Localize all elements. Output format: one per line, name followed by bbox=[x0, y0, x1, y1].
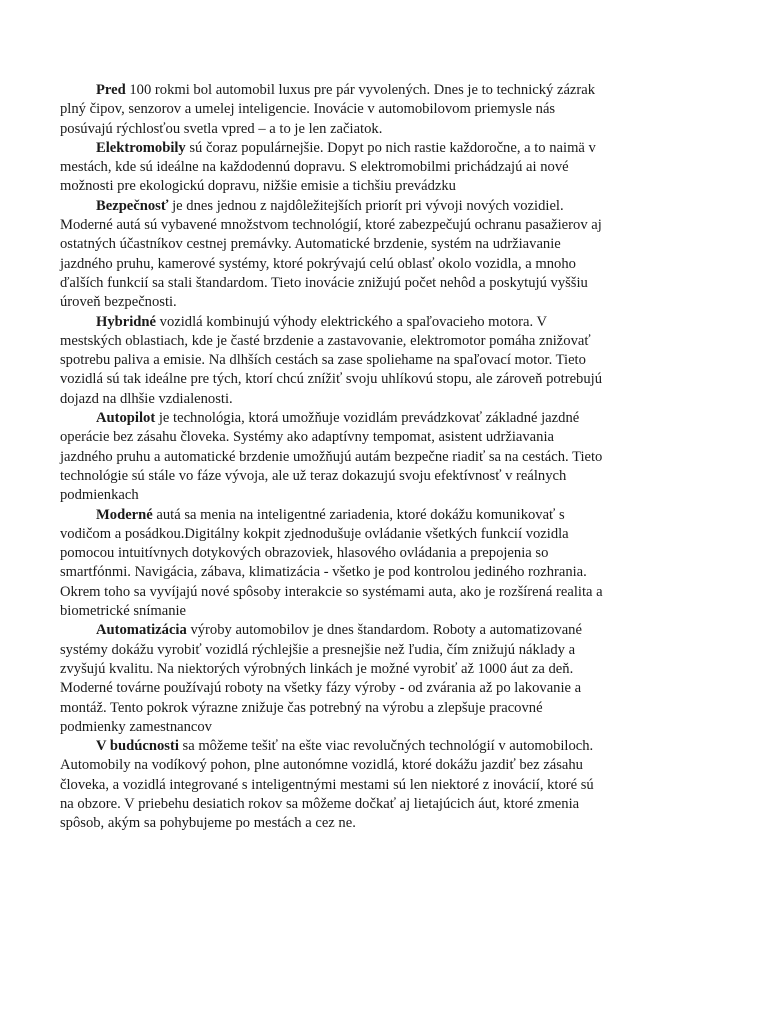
paragraph-lead: Automatizácia bbox=[96, 622, 187, 639]
paragraph-lead: V budúcnosti bbox=[96, 738, 179, 755]
document-body bbox=[60, 81, 606, 834]
paragraph-electric-cars bbox=[60, 139, 606, 197]
paragraph-lead: Elektromobily bbox=[96, 139, 186, 156]
paragraph-text: vozidlá kombinujú výhody elektrického a spaľovacieho motora. V mestských oblastiach, kde je časté brzdenie a zastavovanie, elektromotor pomáha znižovať spotrebu paliva a emisie. Na dlhších cestách sa zase spoliehame na spaľovací motor. Tieto vozidlá sú tak ideálne pre tých, ktorí chcú znížiť svoju uhlíkovú stopu, ale zároveň potrebujú dojazd na dlhšie vzdialenosti. bbox=[60, 313, 602, 407]
paragraph-safety bbox=[60, 197, 606, 313]
paragraph-text: je dnes jednou z najdôležitejších priorít pri vývoji nových vozidiel. Moderné autá sú vybavené množstvom technológií, ktoré zabezpečujú ochranu pasažierov aj ostatných účastníkov cestnej premávky. Automatické brzdenie, systém na udržiavanie jazdného pruhu, kamerové systémy, ktoré pokrývajú celú oblasť okolo vozidla, a mnoho ďalších funkcií sa stali štandardom. Tieto inovácie znižujú počet nehôd a poskytujú vyššiu úroveň bezpečnosti. bbox=[60, 197, 602, 311]
paragraph-lead: Bezpečnosť bbox=[96, 197, 169, 214]
paragraph-history bbox=[60, 81, 606, 139]
paragraph-future bbox=[60, 737, 606, 833]
paragraph-hybrids bbox=[60, 313, 606, 409]
paragraph-lead: Pred bbox=[96, 82, 126, 98]
paragraph-text: je technológia, ktorá umožňuje vozidlám prevádzkovať základné jazdné operácie bez zásahu človeka. Systémy ako adaptívny tempomat, asistent udržiavania jazdného pruhu a automatické brzdenie umožňujú autám bezpečne riadiť sa na cestách. Tieto technológie sú stále vo fáze vývoja, ale už teraz dokazujú svoju efektívnosť v reálnych podmienkach bbox=[60, 410, 603, 504]
paragraph-automation bbox=[60, 621, 606, 737]
paragraph-text: sa môžeme tešiť na ešte viac revolučných technológií v automobiloch. Automobily na vodíkový pohon, plne autonómne vozidlá, ktoré dokážu jazdiť bez zásahu človeka, a vozidlá integrované s inteligentnými mestami sú len niektoré z inovácií, ktoré sú na obzore. V priebehu desiatich rokov sa môžeme dočkať aj lietajúcich áut, ktoré zmenia spôsob, akým sa pohybujeme po mestách a cez ne. bbox=[60, 738, 594, 832]
paragraph-lead: Autopilot bbox=[96, 410, 156, 427]
paragraph-lead: Hybridné bbox=[96, 313, 157, 330]
paragraph-modern-cars bbox=[60, 506, 606, 622]
paragraph-text: 100 rokmi bol automobil luxus pre pár vyvolených. Dnes je to technický zázrak plný čipov, senzorov a umelej inteligencie. Inovácie v automobilovom priemysle nás posúvajú rýchlosťou svetla vpred – a to je len začiatok. bbox=[60, 82, 596, 137]
paragraph-lead: Moderné bbox=[96, 506, 153, 523]
paragraph-text: autá sa menia na inteligentné zariadenia, ktoré dokážu komunikovať s vodičom a posádkou.Digitálny kokpit zjednodušuje ovládanie všetkých funkcií vozidla pomocou intuitívnych dotykových obrazoviek, hlasového ovládania a prepojenia so smartfónmi. Navigácia, zábava, klimatizácia - všetko je pod kontrolou jediného rozhrania. Okrem toho sa vyvíjajú nové spôsoby interakcie so systémami auta, ako je rozšírená realita a biometrické snímanie bbox=[60, 506, 603, 620]
paragraph-text: výroby automobilov je dnes štandardom. Roboty a automatizované systémy dokážu vyrobiť vozidlá rýchlejšie a presnejšie než ľudia, čím znižujú náklady a zvyšujú kvalitu. Na niektorých výrobných linkách je možné vyrobiť až 1000 áut za deň. Moderné továrne používajú roboty na všetky fázy výroby - od zvárania až po lakovanie a montáž. Tento pokrok výrazne znižuje čas potrebný na výrobu a zlepšuje pracovné podmienky zamestnancov bbox=[60, 622, 582, 735]
paragraph-text: sú čoraz populárnejšie. Dopyt po nich rastie každoročne, a to naimä v mestách, kde sú ideálne na každodennú dopravu. S elektromobilmi prichádzajú ai nové možnosti pre ekologickú dopravu, nižšie emisie a tichšiu prevádzku bbox=[60, 139, 596, 195]
paragraph-autopilot bbox=[60, 409, 606, 505]
